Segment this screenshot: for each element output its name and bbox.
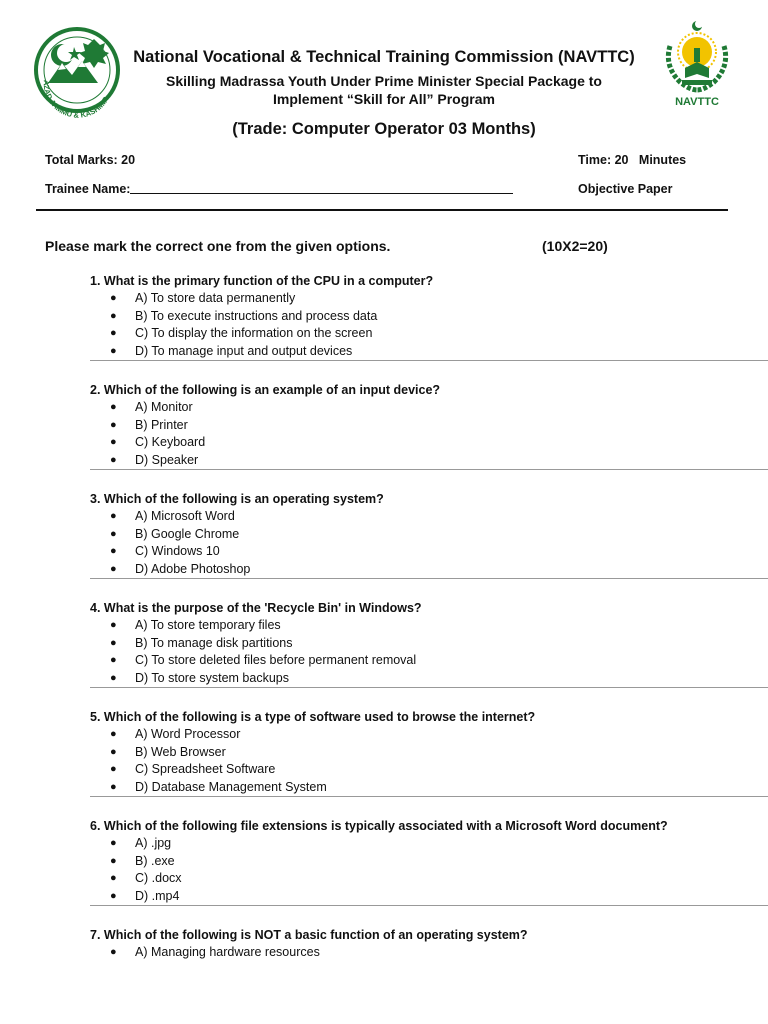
option-label: B) .exe (135, 853, 175, 868)
option-b[interactable] (90, 417, 768, 435)
option-b[interactable] (90, 635, 768, 653)
bullet-icon: ● (110, 837, 117, 849)
option-label: A) Monitor (135, 400, 193, 414)
question-7 (90, 927, 768, 962)
option-b[interactable] (90, 308, 768, 326)
bullet-icon: ● (110, 854, 117, 867)
option-a[interactable] (90, 944, 768, 962)
page-title: National Vocational & Technical Training Commission (NAVTTC) (133, 48, 635, 66)
bullet-icon: ● (110, 745, 117, 758)
bullet-icon: ● (110, 889, 117, 902)
bullet-icon: ● (110, 527, 117, 540)
question-2 (90, 382, 768, 469)
bullet-icon: ● (110, 453, 117, 466)
page-subtitle-line2: Implement “Skill for All” Program (273, 91, 495, 107)
question-text: 7. Which of the following is NOT a basic function of an operating system? (90, 928, 528, 942)
ajk-logo-text: AZAD JAMMU & KASHMIR (41, 79, 111, 120)
question-text: 3. Which of the following is an operating system? (90, 492, 384, 506)
option-c[interactable] (90, 325, 768, 343)
bullet-icon: ● (110, 671, 117, 684)
question-divider (90, 360, 768, 361)
option-label: C) Keyboard (135, 435, 206, 449)
bullet-icon: ● (110, 636, 117, 649)
option-b[interactable] (90, 526, 768, 544)
question-text: 4. What is the purpose of the 'Recycle Bin' in Windows? (90, 601, 422, 615)
bullet-icon: ● (110, 763, 117, 775)
option-c[interactable] (90, 434, 768, 452)
question-4 (90, 600, 768, 687)
option-label: C) .docx (135, 871, 182, 885)
option-c[interactable] (90, 652, 768, 670)
marks-breakdown: (10X2=20) (542, 238, 608, 254)
bullet-icon: ● (110, 872, 117, 884)
question-divider (90, 796, 768, 797)
option-d[interactable] (90, 888, 768, 906)
option-label: D) To store system backups (135, 670, 289, 685)
option-c[interactable] (90, 761, 768, 779)
trade-title: (Trade: Computer Operator 03 Months) (232, 120, 536, 138)
trainee-name-line[interactable] (130, 193, 513, 194)
option-d[interactable] (90, 561, 768, 579)
option-label: B) Printer (135, 417, 188, 432)
option-label: C) Spreadsheet Software (135, 762, 276, 776)
question-1 (90, 273, 768, 360)
question-3 (90, 491, 768, 578)
total-marks: Total Marks: 20 (45, 153, 136, 167)
bullet-icon: ● (110, 436, 117, 448)
question-divider (90, 687, 768, 688)
option-label: A) Managing hardware resources (135, 945, 320, 959)
bullet-icon: ● (110, 344, 117, 357)
option-label: A) To store data permanently (135, 291, 296, 305)
option-c[interactable] (90, 870, 768, 888)
question-text: 1. What is the primary function of the CPU in a computer? (90, 274, 434, 288)
page-subtitle-line1: Skilling Madrassa Youth Under Prime Minister Special Package to (166, 73, 602, 89)
bullet-icon: ● (110, 619, 117, 631)
bullet-icon: ● (110, 292, 117, 304)
trainee-name-label: Trainee Name: (45, 182, 131, 196)
option-d[interactable] (90, 452, 768, 470)
option-a[interactable] (90, 399, 768, 417)
header-divider (36, 209, 728, 211)
option-label: D) To manage input and output devices (135, 343, 353, 358)
option-label: B) Web Browser (135, 744, 226, 759)
bullet-icon: ● (110, 545, 117, 557)
option-a[interactable] (90, 617, 768, 635)
question-text: 5. Which of the following is a type of software used to browse the internet? (90, 710, 536, 724)
bullet-icon: ● (110, 401, 117, 413)
bullet-icon: ● (110, 327, 117, 339)
bullet-icon: ● (110, 946, 117, 958)
option-c[interactable] (90, 543, 768, 561)
option-label: A) To store temporary files (135, 618, 281, 632)
instructions: Please mark the correct one from the given options. (45, 238, 391, 254)
option-label: D) .mp4 (135, 888, 180, 903)
time-limit: Time: 20 Minutes (578, 153, 687, 167)
option-label: D) Adobe Photoshop (135, 561, 251, 576)
bullet-icon: ● (110, 510, 117, 522)
bullet-icon: ● (110, 780, 117, 793)
option-label: D) Database Management System (135, 779, 327, 794)
option-label: C) To display the information on the screen (135, 326, 373, 340)
question-text: 6. Which of the following file extensions is typically associated with a Microsoft Word document? (90, 819, 668, 833)
option-label: B) To execute instructions and process data (135, 308, 378, 323)
option-d[interactable] (90, 779, 768, 797)
option-d[interactable] (90, 343, 768, 361)
option-b[interactable] (90, 744, 768, 762)
bullet-icon: ● (110, 309, 117, 322)
option-a[interactable] (90, 290, 768, 308)
bullet-icon: ● (110, 418, 117, 431)
option-label: A) Microsoft Word (135, 509, 235, 523)
option-label: B) Google Chrome (135, 526, 240, 541)
option-a[interactable] (90, 726, 768, 744)
option-label: D) Speaker (135, 452, 199, 467)
bullet-icon: ● (110, 654, 117, 666)
question-5 (90, 709, 768, 796)
question-text: 2. Which of the following is an example of an input device? (90, 383, 441, 397)
option-label: C) Windows 10 (135, 544, 220, 558)
option-label: C) To store deleted files before permanent removal (135, 653, 417, 667)
bullet-icon: ● (110, 728, 117, 740)
question-divider (90, 905, 768, 906)
paper-type: Objective Paper (578, 182, 673, 196)
option-a[interactable] (90, 508, 768, 526)
option-label: B) To manage disk partitions (135, 635, 293, 650)
option-label: A) .jpg (135, 836, 172, 850)
option-b[interactable] (90, 853, 768, 871)
option-d[interactable] (90, 670, 768, 688)
question-divider (90, 578, 768, 579)
navttc-logo-text: NAVTTC (675, 96, 719, 108)
option-label: A) Word Processor (135, 727, 241, 741)
question-6 (90, 818, 768, 905)
bullet-icon: ● (110, 562, 117, 575)
option-a[interactable] (90, 835, 768, 853)
question-divider (90, 469, 768, 470)
